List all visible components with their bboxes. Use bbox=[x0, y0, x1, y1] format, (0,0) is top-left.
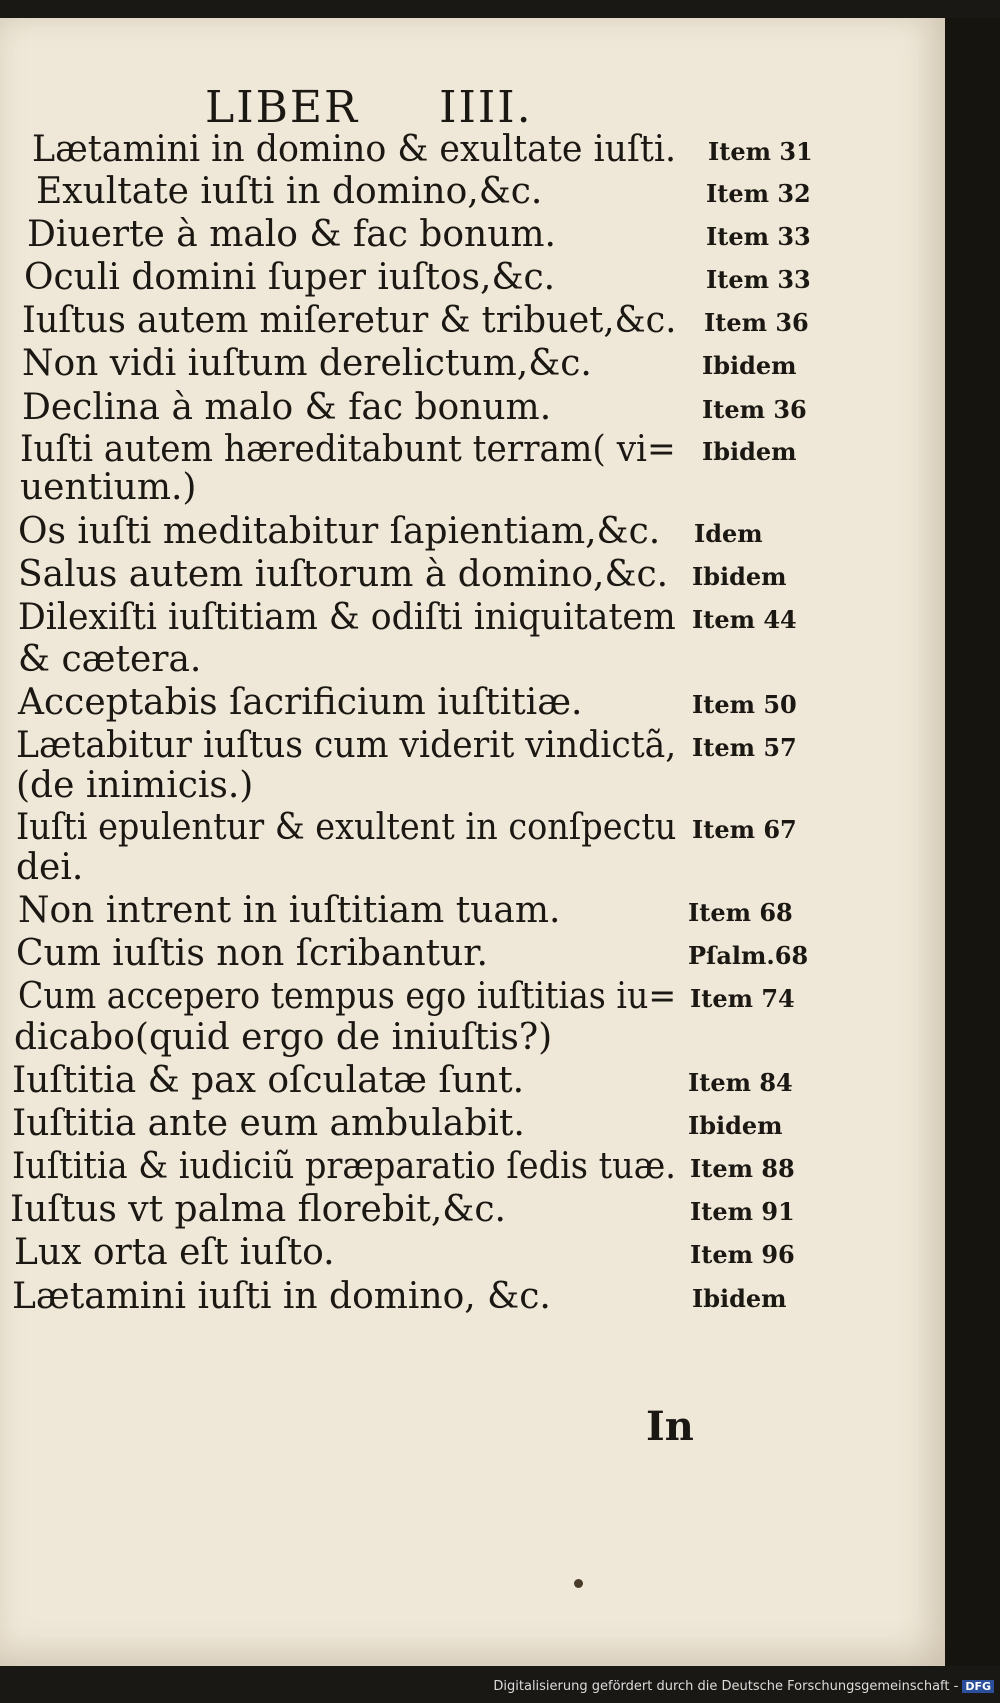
marginal-reference: Ibidem bbox=[692, 1284, 787, 1313]
line-text: dei. bbox=[16, 847, 84, 888]
line-text: Iuſtus vt palma florebit,&c. bbox=[10, 1189, 506, 1230]
marginal-reference: Item 31 bbox=[708, 137, 813, 166]
line-text: Non vidi iuſtum derelictum,&c. bbox=[22, 343, 592, 384]
running-header: LIBER IIII. bbox=[205, 82, 533, 133]
marginal-reference: Item 96 bbox=[690, 1240, 795, 1269]
marginal-reference: Pſalm.68 bbox=[688, 941, 809, 970]
line-text: Acceptabis ſacrificium iuſtitiæ. bbox=[18, 682, 583, 723]
line-text: Iuſtitia ante eum ambulabit. bbox=[12, 1103, 525, 1144]
line-text: Iuſtus autem miſeretur & tribuet,&c. bbox=[22, 300, 677, 341]
marginal-reference: Ibidem bbox=[702, 351, 797, 380]
marginal-reference: Item 32 bbox=[706, 179, 811, 208]
marginal-reference: Item 88 bbox=[690, 1154, 795, 1183]
footer-text: Digitalisierung gefördert durch die Deutsche Forschungsgemeinschaft - bbox=[493, 1679, 959, 1694]
marginal-reference: Item 36 bbox=[702, 395, 807, 424]
marginal-reference: Ibidem bbox=[688, 1111, 783, 1140]
marginal-reference: Item 57 bbox=[692, 733, 797, 762]
line-text: Oculi domini ſuper iuſtos,&c. bbox=[24, 257, 556, 298]
marginal-reference: Item 44 bbox=[692, 605, 797, 634]
line-text: Declina à malo & fac bonum. bbox=[22, 387, 552, 428]
footer-credit bbox=[493, 1679, 994, 1694]
line-text: & cætera. bbox=[18, 639, 202, 680]
line-text: uentium.) bbox=[20, 467, 197, 508]
line-text: (de inimicis.) bbox=[16, 765, 254, 806]
line-text: Iuſtitia & iudiciũ præparatio ſedis tuæ. bbox=[12, 1146, 676, 1187]
line-text: Os iuſti meditabitur ſapientiam,&c. bbox=[18, 511, 661, 552]
marginal-reference: Item 84 bbox=[688, 1068, 793, 1097]
catchword: In bbox=[646, 1403, 694, 1450]
marginal-reference: Idem bbox=[694, 519, 763, 548]
line-text: Lux orta eſt iuſto. bbox=[14, 1232, 335, 1273]
marginal-reference: Ibidem bbox=[702, 437, 797, 466]
line-text: Cum accepero tempus ego iuſtitias iu= bbox=[18, 976, 677, 1017]
marginal-reference: Item 68 bbox=[688, 898, 793, 927]
line-text: Dilexiſti iuſtitiam & odiſti iniquitatem bbox=[18, 597, 676, 638]
line-text: Exultate iuſti in domino,&c. bbox=[36, 171, 543, 212]
marginal-reference: Item 74 bbox=[690, 984, 795, 1013]
line-text: Iuſti autem hæreditabunt terram( vi= bbox=[20, 429, 676, 470]
marginal-reference: Item 36 bbox=[704, 308, 809, 337]
line-text: dicabo(quid ergo de iniuſtis?) bbox=[14, 1017, 553, 1058]
line-text: Non intrent in iuſtitiam tuam. bbox=[18, 890, 561, 931]
line-text: Diuerte à malo & fac bonum. bbox=[27, 214, 556, 255]
marginal-reference: Item 67 bbox=[692, 815, 797, 844]
marginal-reference: Item 50 bbox=[692, 690, 797, 719]
line-text: Cum iuſtis non ſcribantur. bbox=[16, 933, 488, 974]
line-text: Iuſtitia & pax oſculatæ ſunt. bbox=[12, 1060, 525, 1101]
marginal-reference: Item 33 bbox=[706, 222, 811, 251]
ink-spot bbox=[574, 1579, 583, 1588]
marginal-reference: Item 91 bbox=[690, 1197, 795, 1226]
marginal-reference: Ibidem bbox=[692, 562, 787, 591]
line-text: Salus autem iuſtorum à domino,&c. bbox=[18, 554, 669, 595]
line-text: Iuſti epulentur & exultent in conſpectu bbox=[16, 807, 677, 848]
dfg-logo: DFG bbox=[962, 1680, 994, 1693]
line-text: Lætamini in domino & exultate iuſti. bbox=[32, 129, 677, 170]
marginal-reference: Item 33 bbox=[706, 265, 811, 294]
line-text: Lætabitur iuſtus cum viderit vindictã, bbox=[16, 725, 677, 766]
page-edge-shadow bbox=[945, 18, 1000, 1666]
line-text: Lætamini iuſti in domino, &c. bbox=[12, 1276, 551, 1317]
